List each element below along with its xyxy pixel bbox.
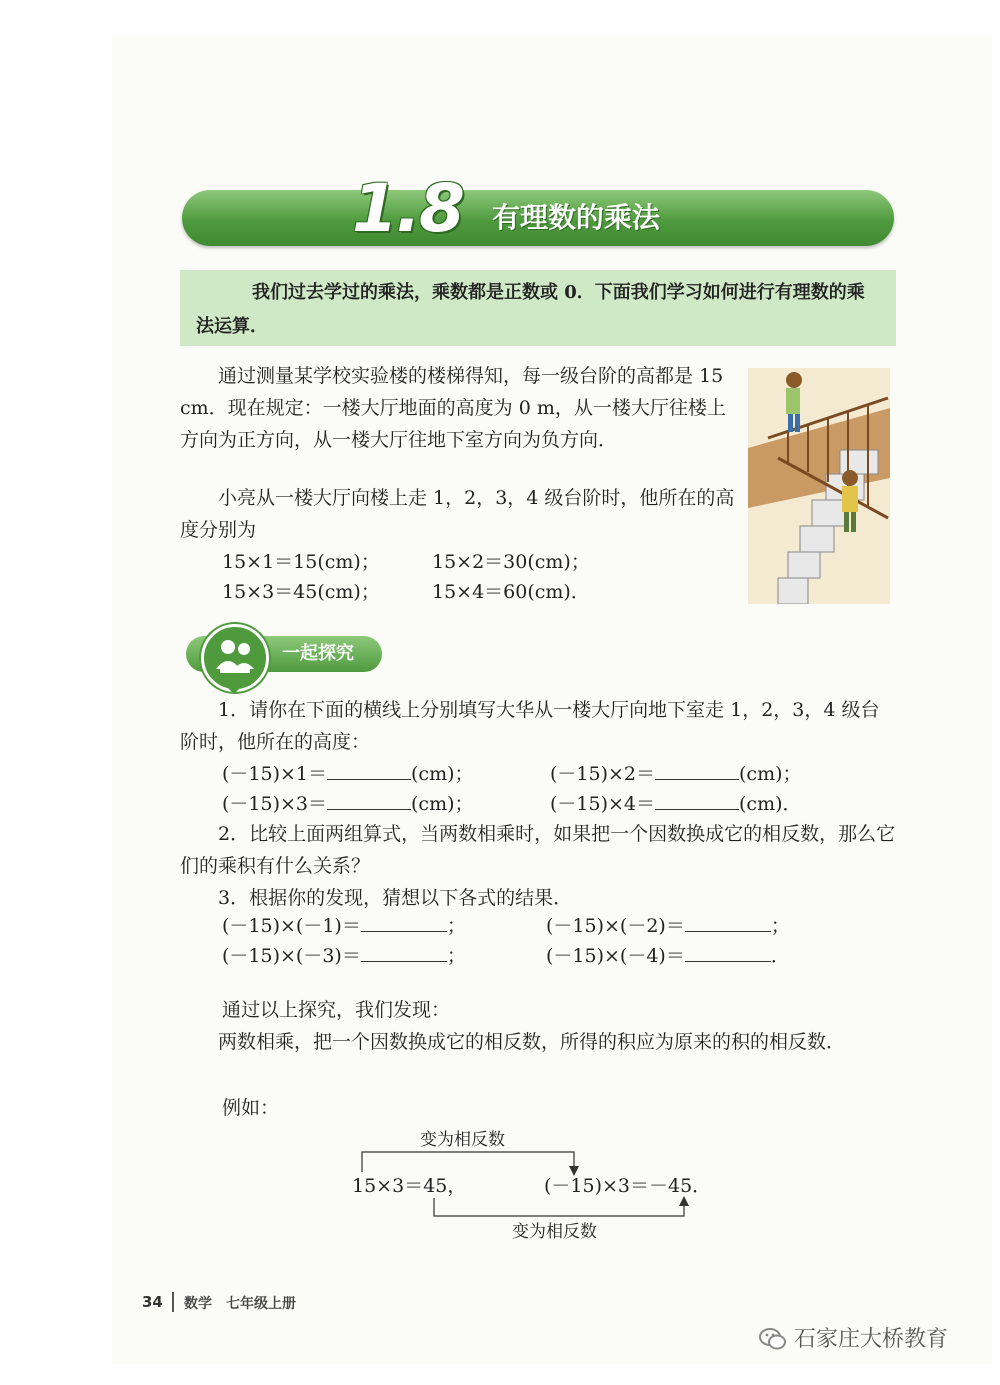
paragraph-stairs: 通过测量某学校实验楼的楼梯得知，每一级台阶的高都是 15 cm．现在规定：一楼大厅地面的高度为 0 m，从一楼大厅往楼上方向为正方向，从一楼大厅往地下室方向为负方向． (180, 365, 726, 451)
equation-right: (cm)； (411, 793, 474, 815)
answer-blank[interactable] (327, 791, 411, 810)
conclusion-lead: 通过以上探究，我们发现： (222, 999, 451, 1021)
section-number: 1.8 (352, 170, 463, 247)
bottom-arrow-label: 变为相反数 (512, 1222, 597, 1242)
equation-left: (－15)×2＝ (550, 763, 656, 785)
positive-equation: 15×2＝30(cm)； (432, 551, 590, 573)
section-title: 有理数的乘法 (492, 201, 661, 234)
explore-badge-circle (201, 624, 269, 692)
question-3: 3．根据你的发现，猜想以下各式的结果． (218, 887, 573, 909)
explore-badge-pointer (226, 686, 242, 694)
equation-left: (－15)×(－1)＝ (222, 915, 361, 937)
footer-divider (172, 1292, 174, 1312)
equation-left: (－15)×(－2)＝ (546, 915, 685, 937)
page-number: 34 (142, 1293, 163, 1311)
equation-right: ； (446, 915, 466, 937)
example-right-equation: (－15)×3＝－45． (544, 1175, 712, 1197)
answer-blank[interactable] (655, 761, 739, 780)
answer-blank[interactable] (361, 913, 447, 932)
book-title: 数学 七年级上册 (184, 1296, 296, 1312)
conclusion-rule: 两数相乘，把一个因数换成它的相反数，所得的积应为原来的积的相反数． (218, 1031, 846, 1053)
stairs-illustration (748, 368, 890, 604)
equation-right: ； (770, 915, 790, 937)
equation-right: (cm)； (739, 763, 802, 785)
blank-equation (550, 758, 802, 790)
answer-blank[interactable] (327, 761, 411, 780)
wechat-icon (758, 1324, 788, 1354)
explore-label: 一起探究 (282, 643, 354, 664)
positive-equation: 15×4＝60(cm)． (432, 581, 590, 603)
equation-right: (cm)； (411, 763, 474, 785)
intro-text: 我们过去学过的乘法，乘数都是正数或 0．下面我们学习如何进行有理数的乘法运算． (196, 282, 865, 337)
answer-blank[interactable] (685, 913, 771, 932)
equation-right: (cm)． (739, 793, 802, 815)
answer-blank[interactable] (361, 943, 447, 962)
blank-equation (222, 910, 466, 942)
equation-left: (－15)×(－4)＝ (546, 945, 685, 967)
question-1: 1．请你在下面的横线上分别填写大华从一楼大厅向地下室走 1，2，3，4 级台阶时，他所在的高度： (180, 699, 880, 753)
watermark-text: 石家庄大桥教育 (794, 1327, 949, 1352)
blank-equation (546, 910, 790, 942)
question-2: 2．比较上面两组算式，当两数相乘时，如果把一个因数换成它的相反数，那么它们的乘积有什么关系？ (180, 823, 896, 877)
blank-equation (222, 788, 474, 820)
blank-equation (222, 940, 466, 972)
positive-equation: 15×3＝45(cm)； (222, 581, 380, 603)
example-label: 例如： (222, 1097, 280, 1119)
equation-left: (－15)×(－3)＝ (222, 945, 361, 967)
equation-right: ； (446, 945, 466, 967)
example-left-equation: 15×3＝45， (352, 1175, 467, 1197)
blank-equation (546, 940, 790, 972)
blank-equation (222, 758, 474, 790)
blank-equation (550, 788, 802, 820)
equation-right: ． (770, 945, 790, 967)
stairs-drawing (748, 368, 890, 604)
equation-left: (－15)×1＝ (222, 763, 328, 785)
positive-equation: 15×1＝15(cm)； (222, 551, 380, 573)
paragraph-xiaoliang: 小亮从一楼大厅向楼上走 1，2，3，4 级台阶时，他所在的高度分别为 (180, 487, 735, 541)
equation-left: (－15)×4＝ (550, 793, 656, 815)
group-people-icon (204, 627, 266, 689)
answer-blank[interactable] (685, 943, 771, 962)
equation-left: (－15)×3＝ (222, 793, 328, 815)
answer-blank[interactable] (655, 791, 739, 810)
top-arrow-label: 变为相反数 (420, 1130, 505, 1150)
